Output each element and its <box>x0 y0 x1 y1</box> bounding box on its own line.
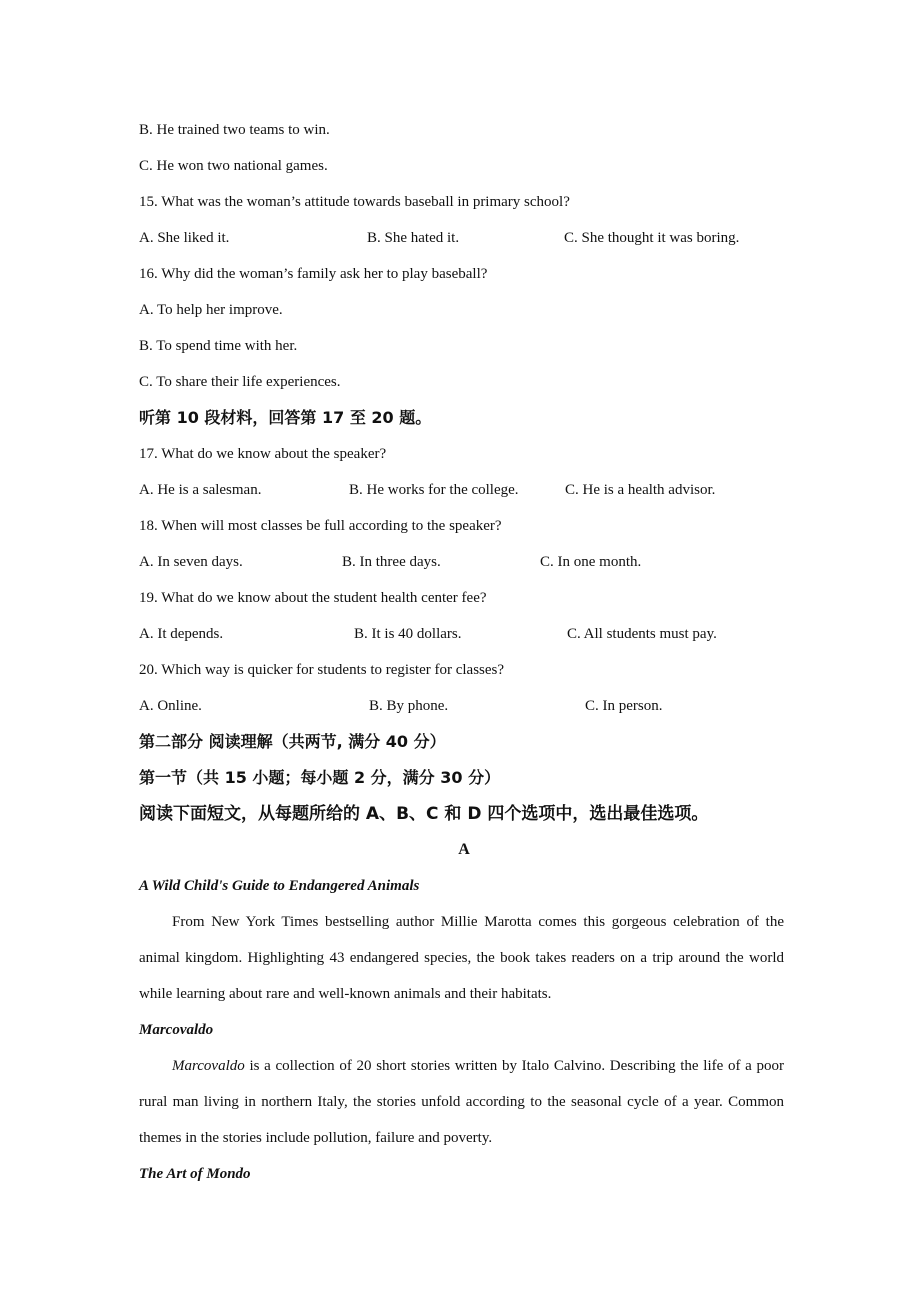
passage-label: A <box>458 841 470 858</box>
q16-option-c: C. To share their life experiences. <box>139 374 341 390</box>
q16-option-a: A. To help her improve. <box>139 302 283 318</box>
q18-option-b: B. In three days. <box>342 554 441 570</box>
q16-question: 16. Why did the woman’s family ask her to play baseball? <box>139 266 488 282</box>
book-title-1: A Wild Child's Guide to Endangered Animals <box>139 878 420 894</box>
book-description-2 <box>139 1048 784 1156</box>
book-title-inline: Marcovaldo <box>172 1058 245 1074</box>
q15-option-b: B. She hated it. <box>367 230 460 246</box>
q19-question: 19. What do we know about the student health center fee? <box>139 590 487 606</box>
q18-question: 18. When will most classes be full according to the speaker? <box>139 518 502 534</box>
q16-option-b: B. To spend time with her. <box>139 338 298 354</box>
q20-option-b: B. By phone. <box>369 698 449 714</box>
book-description-2-text: is a collection of 20 short stories written by Italo Calvino. Describing the life of a poor rural man living in northern Italy, the stories unfold according to the seasonal cycle of a year. Common themes in the stories include pollution, failure and poverty. <box>139 1058 784 1146</box>
q18-option-a: A. In seven days. <box>139 554 243 570</box>
q15-options <box>139 220 789 256</box>
q20-question: 20. Which way is quicker for students to register for classes? <box>139 662 505 678</box>
q17-options <box>139 472 789 508</box>
q18-option-c: C. In one month. <box>540 554 642 570</box>
q19-options <box>139 616 789 652</box>
q17-option-a: A. He is a salesman. <box>139 482 262 498</box>
section-10-heading: 听第 10 段材料，回答第 17 至 20 题。 <box>139 408 432 427</box>
q15-option-a: A. She liked it. <box>139 230 230 246</box>
part-2-heading: 第二部分 阅读理解（共两节, 满分 40 分） <box>139 732 446 751</box>
q19-option-a: A. It depends. <box>139 626 224 642</box>
q17-question: 17. What do we know about the speaker? <box>139 446 387 462</box>
section-1-heading: 第一节（共 15 小题；每小题 2 分，满分 30 分） <box>139 768 501 787</box>
q19-option-c: C. All students must pay. <box>567 626 717 642</box>
q14-option-c: C. He won two national games. <box>139 158 328 174</box>
q20-option-a: A. Online. <box>139 698 202 714</box>
reading-instructions: 阅读下面短文，从每题所给的 A、B、C 和 D 四个选项中，选出最佳选项。 <box>139 804 709 824</box>
q18-options <box>139 544 789 580</box>
q20-options <box>139 688 789 724</box>
q14-option-b: B. He trained two teams to win. <box>139 122 330 138</box>
q15-option-c: C. She thought it was boring. <box>564 230 740 246</box>
book-title-3: The Art of Mondo <box>139 1166 251 1182</box>
book-description-1: From New York Times bestselling author Millie Marotta comes this gorgeous celebration of the animal kingdom. Highlighting 43 endangered species, the book takes readers on a trip around the world while learning about rare and well-known animals and their habitats. <box>139 914 784 1002</box>
q17-option-c: C. He is a health advisor. <box>565 482 716 498</box>
q20-option-c: C. In person. <box>585 698 663 714</box>
q17-option-b: B. He works for the college. <box>349 482 519 498</box>
book-title-2: Marcovaldo <box>139 1022 214 1038</box>
document-page <box>139 112 789 1192</box>
q19-option-b: B. It is 40 dollars. <box>354 626 462 642</box>
q15-question: 15. What was the woman’s attitude towards baseball in primary school? <box>139 194 570 210</box>
